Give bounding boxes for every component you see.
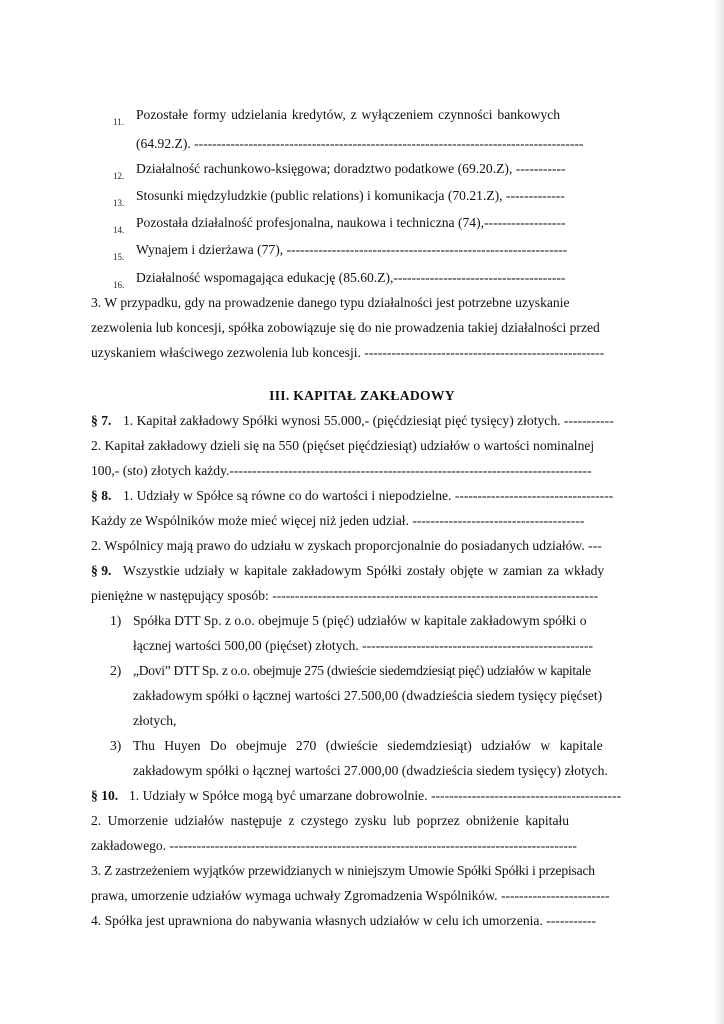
section-mark: § 10. [91,788,119,803]
paragraph-line: 2. Wspólnicy mają prawo do udziału w zyskach proporcjonalnie do posiadanych udziałów. --- [91,538,602,553]
subitem-number: 3) [110,738,122,753]
list-item-text: Pozostała działalność profesjonalna, naukowa i techniczna (74),------------------ [136,215,566,230]
paragraph-line: 1. Udziały w Spółce mogą być umarzane dobrowolnie. ------------------------------------------ [129,788,622,803]
subitem-line: zakładowym spółki o łącznej wartości 27.000,00 (dwadzieścia siedem tysięcy) złotych. [133,763,608,778]
subitem-line: „Dovi” DTT Sp. z o.o. obejmuje 275 (dwieście siedemdziesiąt pięć) udziałów w kapitale [133,663,591,678]
paragraph-line: 2. Umorzenie udziałów następuje z czystego zysku lub poprzez obniżenie kapitału [91,813,570,828]
list-item-text: (64.92.Z). -------------------------------------------------------------------------------------- [136,136,584,151]
paragraph-line: Każdy ze Wspólników może mieć więcej niż jeden udział. -------------------------------------- [91,513,585,528]
list-item-text: Stosunki międzyludzkie (public relations) i komunikacja (70.21.Z), ------------- [136,188,565,203]
paragraph-line: 3. W przypadku, gdy na prowadzenie danego typu działalności jest potrzebne uzyskanie [91,295,570,310]
subitem-number: 1) [110,613,122,628]
subitem-line: Spółka DTT Sp. z o.o. obejmuje 5 (pięć) udziałów w kapitale zakładowym spółki o [133,613,587,628]
list-item-text: Działalność rachunkowo-księgowa; doradztwo podatkowe (69.20.Z), ----------- [136,161,566,176]
list-number: 11. [113,117,124,127]
subitem-line: Thu Huyen Do obejmuje 270 (dwieście siedemdziesiąt) udziałów w kapitale [133,738,603,753]
paragraph-line: 2. Kapitał zakładowy dzieli się na 550 (pięćset pięćdziesiąt) udziałów o wartości nominalnej [91,438,595,453]
list-number: 15. [113,252,125,262]
section-mark: § 7. [91,413,112,428]
list-item-text: Pozostałe formy udzielania kredytów, z wyłączeniem czynności bankowych [136,107,561,122]
list-number: 14. [113,225,125,235]
list-item-text: Działalność wspomagająca edukację (85.60.Z),-------------------------------------- [136,270,566,285]
list-number: 13. [113,198,125,208]
page-edge-shadow [714,0,724,1024]
list-number: 12. [113,171,125,181]
paragraph-line: zakładowego. ------------------------------------------------------------------------------------------ [91,838,577,853]
paragraph-line: 3. Z zastrzeżeniem wyjątków przewidzianych w niniejszym Umowie Spółki Spółki i przepisach [91,863,595,878]
list-number: 16. [113,280,125,290]
paragraph-line: 100,- (sto) złotych każdy.-------------------------------------------------------------------------------- [91,463,592,478]
subitem-line: łącznej wartości 500,00 (pięćset) złotych. --------------------------------------------------- [133,638,593,653]
paragraph-line: 4. Spółka jest uprawniona do nabywania własnych udziałów w celu ich umorzenia. ----------- [91,913,597,928]
paragraph-line: 1. Kapitał zakładowy Spółki wynosi 55.000,- (pięćdziesiąt pięć tysięcy) złotych. ----------- [123,413,614,428]
paragraph-line: zezwolenia lub koncesji, spółka zobowiązuje się do nie prowadzenia takiej działalności przed [91,320,600,335]
section-title: III. KAPITAŁ ZAKŁADOWY [269,388,455,403]
paragraph-line: prawa, umorzenie udziałów wymaga uchwały Zgromadzenia Wspólników. ------------------------ [91,888,610,903]
paragraph-line: uzyskaniem właściwego zezwolenia lub koncesji. ----------------------------------------------------- [91,345,605,360]
subitem-line: zakładowym spółki o łącznej wartości 27.500,00 (dwadzieścia siedem tysięcy pięćset) [133,688,603,703]
paragraph-line: 1. Udziały w Spółce są równe co do wartości i niepodzielne. ----------------------------------- [123,488,614,503]
section-mark: § 9. [91,563,112,578]
list-item-text: Wynajem i dzierżawa (77), -------------------------------------------------------------- [136,242,568,257]
section-mark: § 8. [91,488,112,503]
paragraph-line: Wszystkie udziały w kapitale zakładowym Spółki zostały objęte w zamian za wkłady [123,563,605,578]
paragraph-line: pieniężne w następujący sposób: ------------------------------------------------------------------------ [91,588,599,603]
subitem-line: złotych, [133,713,177,728]
subitem-number: 2) [110,663,122,678]
